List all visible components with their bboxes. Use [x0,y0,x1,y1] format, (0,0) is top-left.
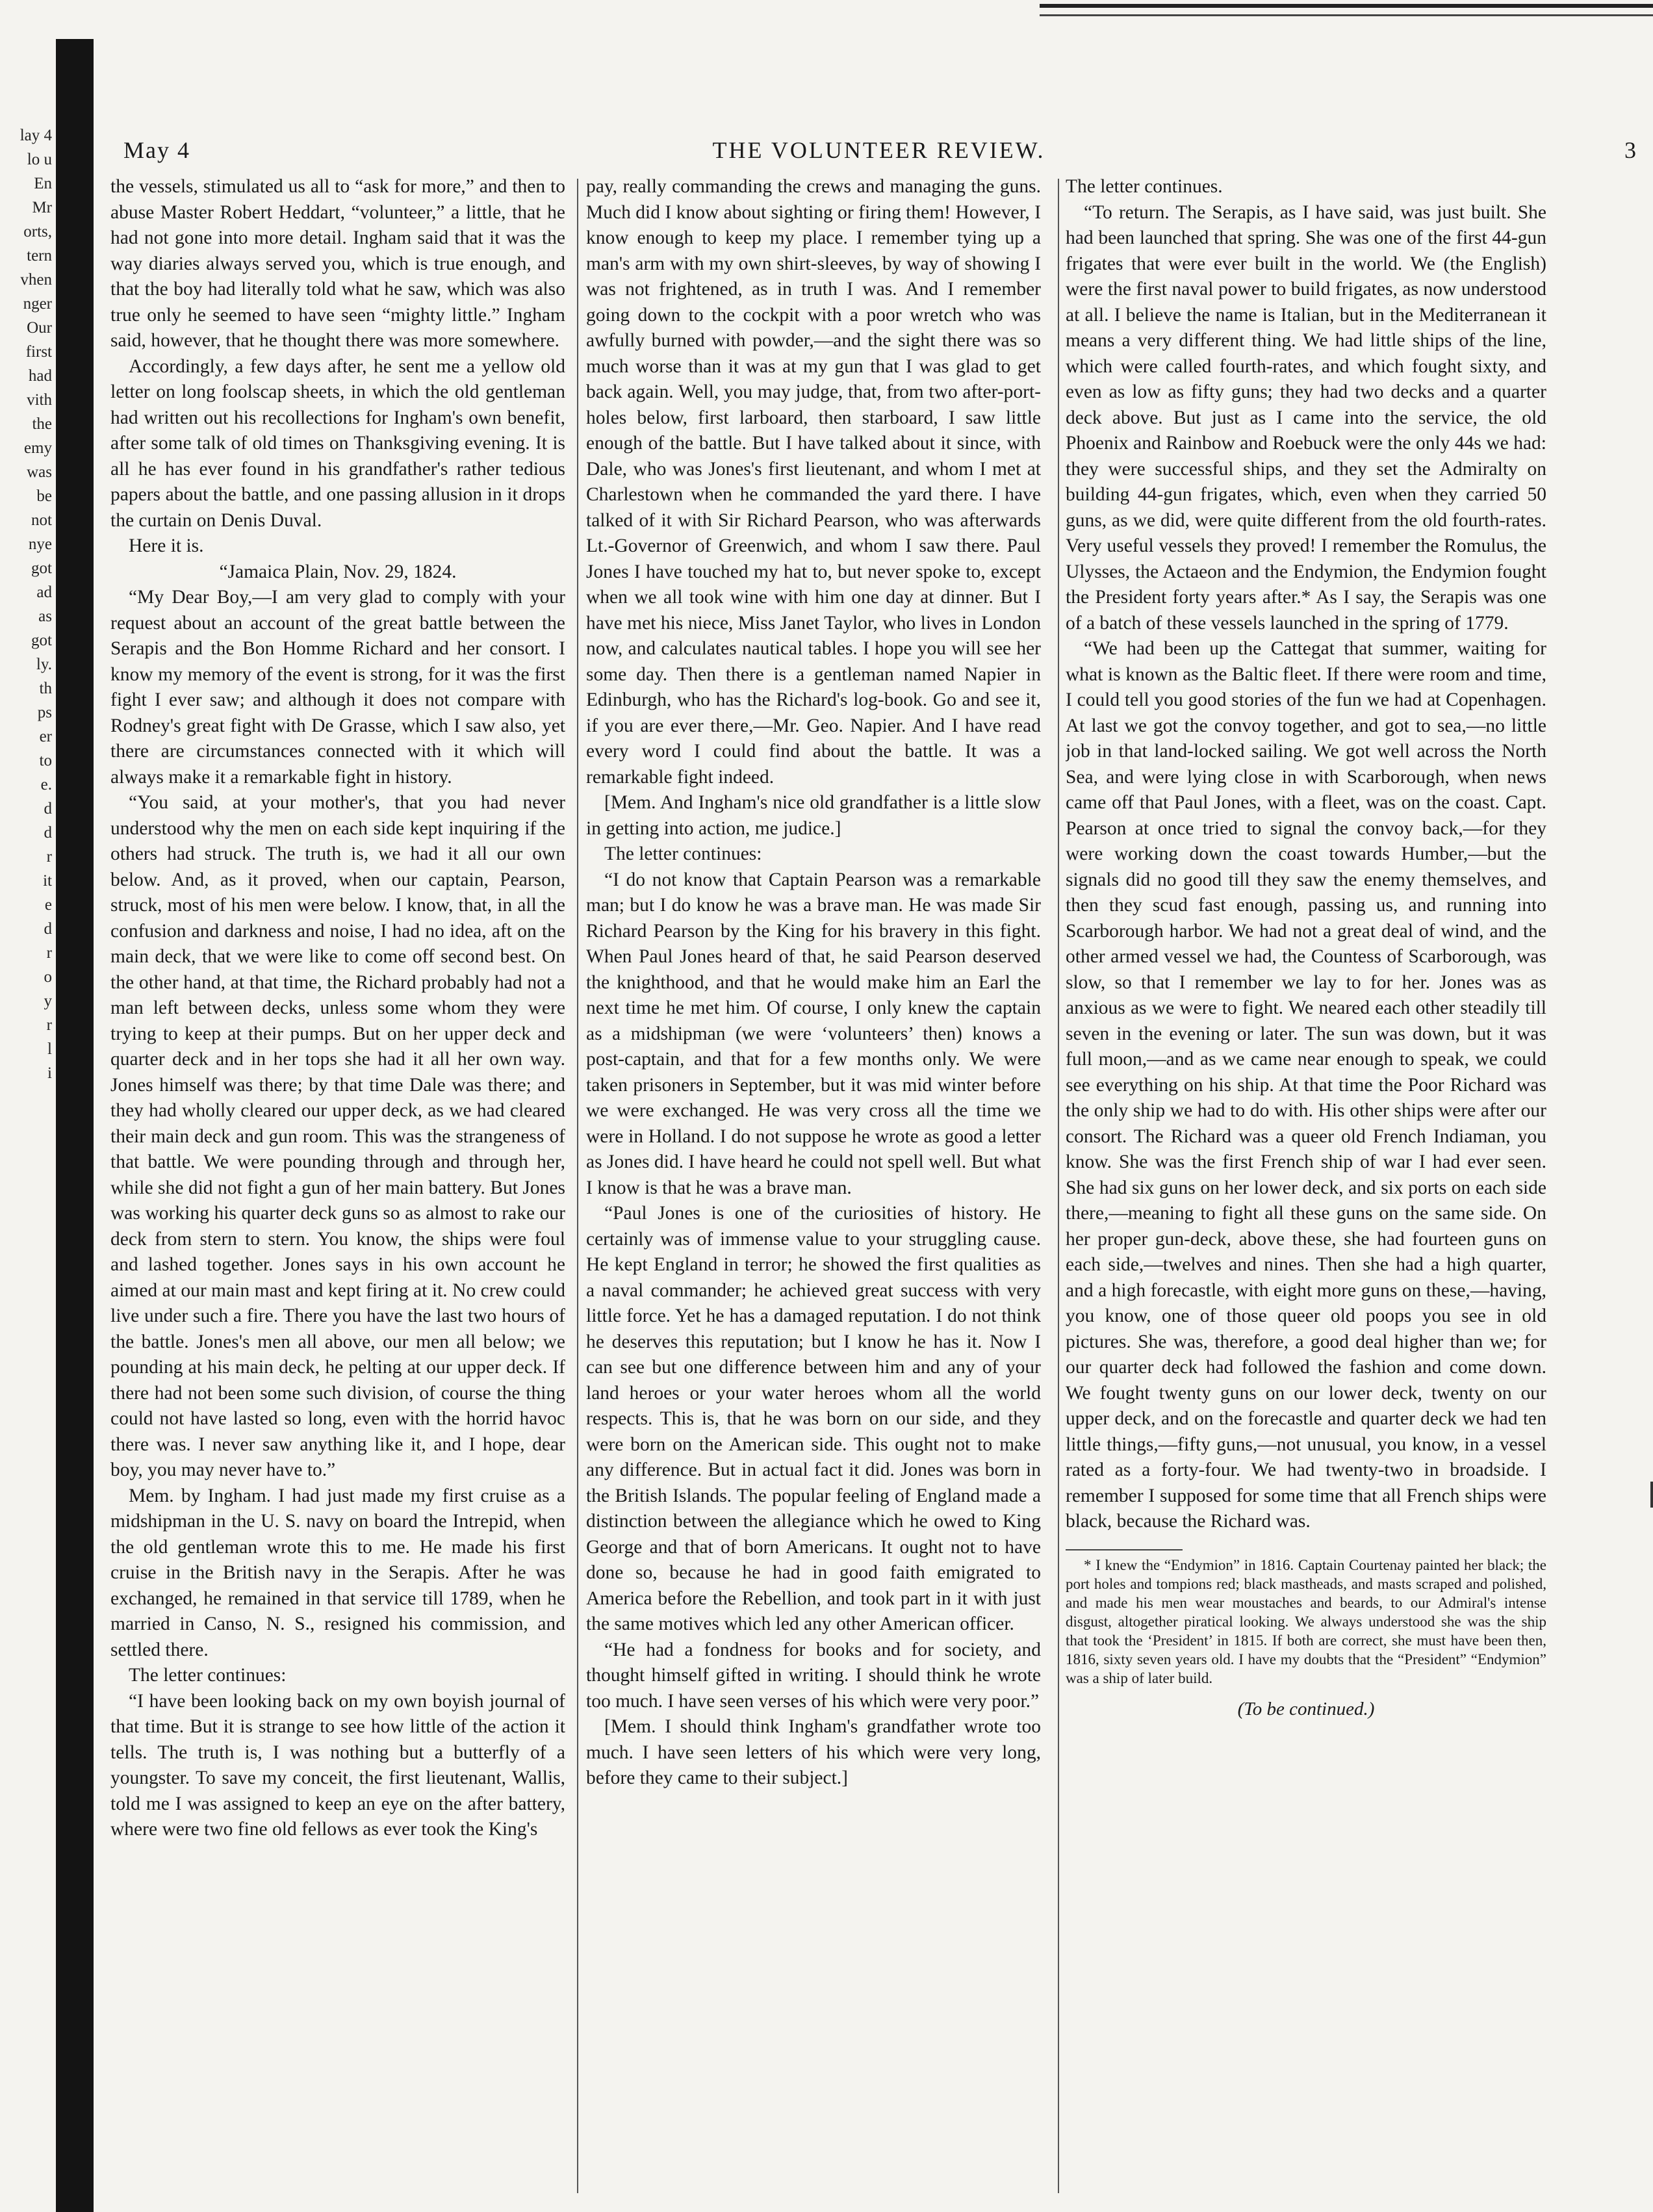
margin-fragment: er [39,728,52,745]
margin-fragment: vith [27,391,52,409]
margin-fragment: ad [36,584,52,601]
column-3-body [1066,174,1546,1535]
paragraph: The letter continues. [1066,176,1223,197]
top-rule-thin [1040,14,1653,16]
margin-fragment: the [32,415,52,433]
margin-fragment: Our [27,319,52,337]
text-column-1 [110,174,565,2202]
column-divider-2 [1058,179,1059,2193]
paragraph: “I do not know that Captain Pearson was a remarkable man; but I do know he was a brave man. He was made Sir Richard Pearson by the King for his bravery in this fight. When Paul Jones heard of that, he said Pearson deserved the knighthood, and that he would make him an Earl the next time he met him. Of course, I only knew the captain as a midshipman (we were ‘volunteers’ then) knows a post-captain, and that for a few months only. We were taken prisoners in September, but it was mid winter before we were exchanged. He was very cross all the time we were in Holland. I do not suppose he wrote as good a letter as Jones did. I have heard he could not spell well. But what I know is that he was a brave man. [586,869,1041,1198]
margin-fragment: e. [40,776,52,793]
paragraph: Accordingly, a few days after, he sent me a yellow old letter on long foolscap sheets, in which the old gentleman had written out his recollections for Ingham's own benefit, after some talk of old times on Thanksgiving evening. It is all he has ever found in his grandfather's rather tedious papers about the battle, and one passing allusion in it drops the curtain on Denis Duval. [110,355,565,531]
paragraph: Here it is. [129,535,204,556]
margin-fragment: it [43,872,52,890]
margin-fragment: nye [28,535,52,553]
margin-fragment: y [44,992,52,1010]
margin-fragment: Mr [32,199,52,216]
to-be-continued: (To be continued.) [1237,1698,1375,1719]
margin-fragment: d [44,800,52,817]
paragraph: “We had been up the Cattegat that summer, waiting for what is known as the Baltic fleet. If there were room and time, I could tell you good stories of the fun we had at Copenhagen. At last we got the convoy together, and got to sea,—no little job in that land-locked sailing. We got well across the North Sea, and were lying close in with Scarborough, when news came off that Paul Jones, with a fleet, was on the coast. Capt. Pearson at once tried to signal the convoy back,—for they were working down the coast towards Humber,—but the signals did no good till they saw the enemy themselves, and then they scud fast enough, passing us, and running into Scarborough harbor. We had not a great deal of wind, and the other armed vessel we had, the Countess of Scarborough, was slow, so that I remember we lay to for her. Jones was as anxious as we were to fight. We neared each other steadily till seven in the evening or later. The sun was down, but it was full moon,—and as we came near enough to speak, we could see everything on his ship. At that time the Poor Richard was the only ship we had to do with. His other ships were after our consort. The Richard was a queer old French Indiaman, you know. She was the first French ship of war I had ever seen. She had six guns on her lower deck, and six ports on each side there,—meaning to fight all these guns on the same side. On her proper gun-deck, above these, she had fourteen guns on each side,—twelves and nines. Then she had a high quarter, and a high forecastle, with eight more guns on these,—having, you know, one of those queer old poops you see in old pictures. She was, therefore, a good deal higher than we; for our quarter deck had followed the fashion and come down. We fought twenty guns on our lower deck, twenty on our upper deck, and on the forecastle and quarter deck we had ten little things,—fifty guns,—not unusual, you know, in a vessel rated as a forty-four. We had twenty-two in broadside. I remember I supposed for some time that all French ships were black, because the Richard was. [1066,638,1546,1532]
margin-fragment: as [38,608,52,625]
footnote-rule [1066,1549,1183,1550]
margin-fragment: tern [27,247,52,264]
paragraph: pay, really commanding the crews and managing the guns. Much did I know about sighting or firing them! However, I know enough to keep my place. I remember tying up a man's arm with my own shirt-sleeves, by way of showing I was not frightened, as in truth I was. And I remember going down to the cockpit with a poor wretch who was awfully burned with powder,—and the sight there was so much worse than it was at my gun that I was glad to get back again. Well, you may judge, that, from two after-port-holes below, first larboard, then starboard, I saw little enough of the battle. But I have talked about it since, with Dale, who was Jones's first lieutenant, and whom I met at Charlestown when he commanded the yard there. I have talked of it with Sir Richard Pearson, who was afterwards Lt.-Governor of Greenwich, and whom I saw there. Paul Jones I have touched my hat to, but never spoke to, except when we all took wine with him one day at dinner. But I have met his niece, Miss Janet Taylor, who lives in London now, and calculates nautical tables. I hope you will see her some day. Then there is a gentleman named Napier in Edinburgh, who has the Richard's log-book. Go and see it, if you are ever there,—Mr. Geo. Napier. And I have read every word I could find about the battle. It was a remarkable fight indeed. [586,176,1041,788]
paragraph: “To return. The Serapis, as I have said, was just built. She had been launched that spring. She was one of the first 44-gun frigates that were ever built in the world. We (the English) were the first naval power to build frigates, as now understood at all. I believe the name is Italian, but in the Mediterranean it means a very different thing. We had little ships of the line, which were called fourth-rates, and which fought sixty, and even as low as fifty guns; they had two decks and a quarter deck above. But just as I came into the service, the old Phoenix and Rainbow and Roebuck were the only 44s we had: they were successful ships, and they set the Admiralty on building 44-gun frigates, which, even when they carried 50 guns, as we did, were quite different from the old fourth-rates. Very useful vessels they proved! I remember the Romulus, the Ulysses, the Actaeon and the Endymion, the Endymion fought the President forty years after.* As I say, the Serapis was one of a batch of these vessels launched in the spring of 1779. [1066,201,1546,634]
margin-fragment: l [47,1040,52,1058]
margin-fragment: lay 4 [19,127,52,144]
margin-fragment: emy [23,439,52,457]
paragraph: Mem. by Ingham. I had just made my first cruise as a midshipman in the U. S. navy on board the Intrepid, when the old gentleman wrote this to me. He made his first cruise in the British navy in the Serapis. After he was exchanged, he remained in that service till 1789, when he married in Canso, N. S., resigned his commission, and settled there. [110,1485,565,1660]
paragraph: “Paul Jones is one of the curiosities of history. He certainly was of immense value to your struggling cause. He kept England in terror; he showed the first qualities as a naval commander; he achieved great success with very little force. Yet he has a damaged reputation. I do not think he deserves this reputation; but I know he has it. Now I can see but one difference between him and any of your land heroes or your water heroes whom all the world respects. This is, that he was born on our side, and they were born on the American side. This ought not to make any difference. But in actual fact it did. Jones was born in the British Islands. The popular feeling of England made a distinction between the allegiance which he owed to King George and that of born Americans. It ought not to have done so, because he had in good faith emigrated to America before the Rebellion, and took part in it with just the same motives which led any other American officer. [586,1203,1041,1634]
text-column-3 [1066,174,1546,2202]
paragraph: “He had a fondness for books and for society, and thought himself gifted in writing. I should think he wrote too much. I have seen verses of his which were very poor.” [586,1639,1041,1712]
page-number: 3 [1624,137,1637,163]
margin-fragment: nger [23,295,52,313]
edge-mark [1650,1482,1653,1508]
margin-fragment: had [28,367,52,385]
margin-fragment: e [44,896,52,914]
margin-fragment: vhen [20,271,52,289]
margin-fragment: got [31,632,52,649]
margin-fragment: not [31,511,52,529]
paragraph: the vessels, stimulated us all to “ask for more,” and then to abuse Master Robert Heddart, “volunteer,” a little, that he had not gone into more detail. Ingham said that it was the way diaries always served you, which is true enough, and that the boy had literally told what he saw, which was also true only he seemed to have seen “mighty little.” Ingham said, however, that he thought there was more somewhere. [110,176,565,351]
margin-fragment: got [31,559,52,577]
margin-fragment: first [25,343,52,361]
margin-fragment: was [27,463,52,481]
margin-fragment: r [46,1016,52,1034]
margin-fragment: r [46,944,52,962]
column-divider-1 [577,179,578,2193]
margin-fragment: o [44,968,52,986]
footnote: * I knew the “Endymion” in 1816. Captain Courtenay painted her black; the port holes and tompions red; black mastheads, and masts scraped and polished, and made his men wear moustaches and beards, to our Admiral's intense disgust, altogether piratical looking. We always understood she was the ship that took the ‘President’ in 1815. If both are correct, she must have been then, 1816, sixty seven years old. I have my doubts that the “President” “Endymion” was a ship of later build. [1066,1556,1546,1686]
paragraph: [Mem. And Ingham's nice old grandfather is a little slow in getting into action, me judice.] [586,792,1041,839]
binding-gutter [56,39,94,2212]
margin-fragment: be [36,487,52,505]
margin-fragment: ps [37,704,52,721]
margin-fragment: d [44,920,52,938]
header-date: May 4 [123,137,190,163]
margin-fragment: ly. [36,656,52,673]
previous-page-margin-fragments [0,123,52,1085]
margin-fragment: d [44,824,52,842]
margin-fragment: lo u [27,151,52,168]
paragraph: [Mem. I should think Ingham's grandfather wrote too much. I have seen letters of his which were very long, before they came to their subject.] [586,1716,1041,1788]
page-header [120,136,1637,172]
margin-fragment: r [46,848,52,866]
margin-fragment: to [39,752,52,769]
margin-fragment: th [39,680,52,697]
paragraph: “Jamaica Plain, Nov. 29, 1824. [219,561,457,582]
paragraph: The letter continues: [604,843,762,864]
paragraph: The letter continues: [129,1665,287,1686]
top-rule [1040,4,1653,8]
margin-fragment: En [34,175,52,192]
paragraph: “My Dear Boy,—I am very glad to comply with your request about an account of the great battle between the Serapis and the Bon Homme Richard and her consort. I know my memory of the event is strong, for it was the first fight I ever saw; and although it does not compare with Rodney's great fight with De Grasse, which I saw also, yet there are circumstances connected with it which will always make it a remarkable fight in history. [110,587,565,788]
publication-title: THE VOLUNTEER REVIEW. [712,137,1045,163]
text-column-2 [586,174,1041,2202]
paragraph: “I have been looking back on my own boyish journal of that time. But it is strange to see how little of the action it tells. The truth is, I was nothing but a butterfly of a youngster. To save my conceit, the first lieutenant, Wallis, told me I was assigned to keep an eye on the after battery, where were two fine old fellows as ever took the King's [110,1690,565,1840]
margin-fragment: orts, [23,223,52,240]
margin-fragment: i [47,1064,52,1082]
paragraph: “You said, at your mother's, that you had never understood why the men on each side kept inquiring if the others had struck. The truth is, we had it all our own below. And, as it proved, when our captain, Pearson, struck, most of his men were below. I know, that, in all the confusion and darkness and noise, I had no idea, aft on the main deck, that we were like to come off second best. On the other hand, at that time, the Richard probably had not a man left between decks, unless some whom they were trying to keep at their pumps. But on her upper deck and quarter deck and in her tops she had it all her own way. Jones himself was there; by that time Dale was there; and they had wholly cleared our upper deck, as we had cleared their main deck and gun room. This was the strangeness of that battle. We were pounding through and through her, while she did not fight a gun of her main battery. But Jones was working his quarter deck guns so as almost to rake our deck from stern to stern. You know, the ships were foul and lashed together. Jones says in his own account he aimed at our main mast and kept firing at it. No crew could live under such a fire. There you have the last two hours of the battle. Jones's men all above, our men all below; we pounding at his main deck, he pelting at our upper deck. If there had not been some such division, of course the thing could not have lasted so long, even with the horrid havoc there was. I never saw anything like it, and I hope, dear boy, you may never have to.” [110,792,565,1480]
